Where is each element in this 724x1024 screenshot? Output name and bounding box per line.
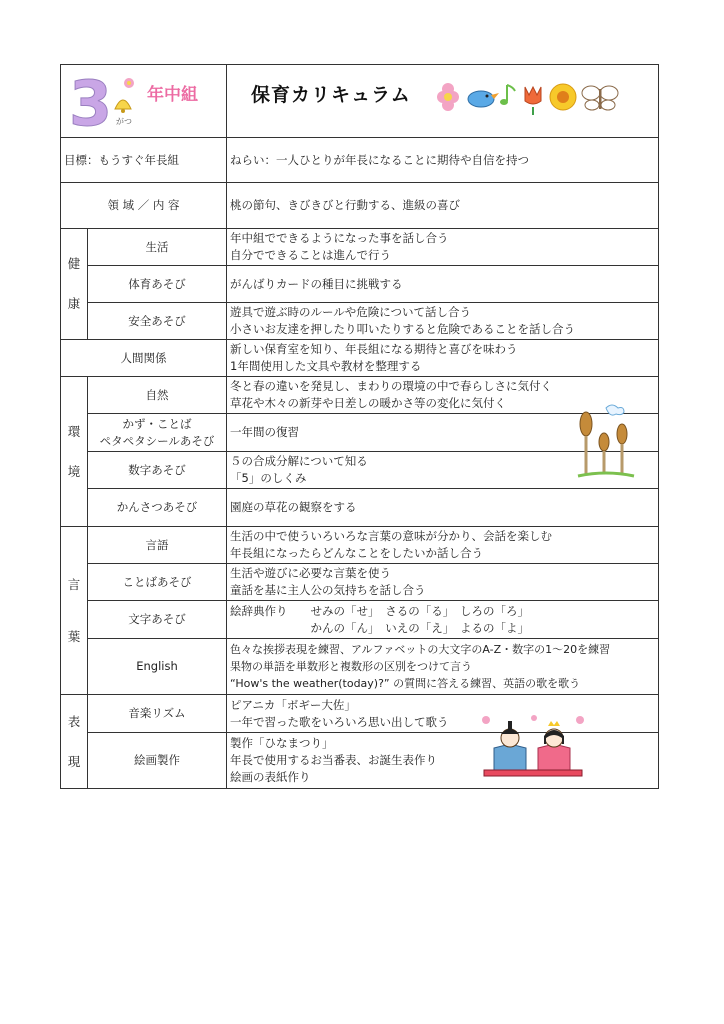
- row-label: 生活: [88, 229, 227, 266]
- flower-icon: [437, 83, 459, 111]
- domain-header-content: 桃の節句、きびきびと行動する、進級の喜び: [227, 183, 659, 229]
- month-suffix: がつ: [116, 117, 132, 126]
- sunflower-icon: [550, 84, 576, 110]
- row-content: 製作「ひなまつり」 年長で使用するお当番表、お誕生表作り 絵画の表紙作り: [227, 733, 659, 789]
- row-label: 音楽リズム: [88, 695, 227, 733]
- goal-label: 目標：もうすぐ年長組: [61, 138, 227, 183]
- table-row: [61, 377, 659, 414]
- row-label: 自然: [88, 377, 227, 414]
- section-environment: 環 境: [61, 377, 88, 527]
- table-row: [61, 601, 659, 639]
- month-badge: [61, 65, 227, 138]
- table-row: [61, 452, 659, 489]
- table-row: [61, 527, 659, 564]
- table-row: [61, 414, 659, 452]
- row-label: English: [88, 639, 227, 695]
- table-row: [61, 340, 659, 377]
- row-label: 体育あそび: [88, 266, 227, 303]
- row-content: 一年間の復習: [227, 414, 659, 452]
- section-language: 言 葉: [61, 527, 88, 695]
- row-content: 年中組でできるようになった事を話し合う 自分でできることは進んで行う: [227, 229, 659, 266]
- tulip-icon: [525, 87, 541, 115]
- row-content: がんばりカードの種目に挑戦する: [227, 266, 659, 303]
- class-name: 年中組: [147, 85, 198, 105]
- curriculum-table: [60, 64, 659, 789]
- hina-dolls-illustration: [478, 712, 588, 778]
- table-row: [61, 229, 659, 266]
- row-label: 言語: [88, 527, 227, 564]
- row-content: 園庭の草花の観察をする: [227, 489, 659, 527]
- goal-aim: ねらい：一人ひとりが年長になることに期待や自信を持つ: [227, 138, 659, 183]
- table-row: [61, 564, 659, 601]
- bell-icon: [115, 100, 131, 109]
- row-content: 遊具で遊ぶ時のルールや危険について話し合う 小さいお友達を押したり叩いたりすると危険であることを話し合う: [227, 303, 659, 340]
- row-label: 数字あそび: [88, 452, 227, 489]
- horsetail-illustration: [576, 402, 636, 482]
- row-content: 色々な挨拶表現を練習、アルファベットの大文字のA-Z・数字の1～20を練習 果物の単語を単数形と複数形の区別をつけて言う “How's the weather(today)?” の質問に答える練習、英語の歌を歌う: [227, 639, 659, 695]
- domain-header-row: [61, 183, 659, 229]
- cloud-icon: [606, 405, 624, 415]
- section-health: 健 康: [61, 229, 88, 340]
- row-content: 絵辞典作り せみの「せ」 さるの「る」 しろの「ろ」 かんの「ん」 いえの「え」 よるの「よ」: [227, 601, 659, 639]
- row-label: かんさつあそび: [88, 489, 227, 527]
- svg-text:3: 3: [69, 69, 113, 133]
- goal-row: [61, 138, 659, 183]
- flower-icon: [482, 715, 584, 724]
- table-row: [61, 489, 659, 527]
- table-row: [61, 266, 659, 303]
- row-label: 絵画製作: [88, 733, 227, 789]
- row-content: 冬と春の違いを発見し、まわりの環境の中で春らしさに気付く 草花や木々の新芽や日差しの暖かさ等の変化に気付く: [227, 377, 659, 414]
- row-content: ５の合成分解について知る 「5」のしくみ: [227, 452, 659, 489]
- row-label: 文字あそび: [88, 601, 227, 639]
- bird-icon: [468, 91, 499, 107]
- music-note-icon: [500, 85, 515, 105]
- month-number-graphic: [67, 69, 147, 133]
- row-content: 生活の中で使ういろいろな言葉の意味が分かり、会話を楽しむ 年長組になったらどんなことをしたいか話し合う: [227, 527, 659, 564]
- header-row: [61, 65, 659, 138]
- table-row: [61, 639, 659, 695]
- row-label: 人間関係: [61, 340, 227, 377]
- decoration-strip: [429, 77, 625, 117]
- domain-header-label: 領 域 ／ 内 容: [61, 183, 227, 229]
- section-expression: 表 現: [61, 695, 88, 789]
- page-title: 保育カリキュラム: [251, 84, 411, 106]
- row-content: ピアニカ「ボギー大佐」 一年で習った歌をいろいろ思い出して歌う: [227, 695, 659, 733]
- row-content: 生活や遊びに必要な言葉を使う 童話を基に主人公の気持ちを話し合う: [227, 564, 659, 601]
- curriculum-sheet: [60, 64, 658, 789]
- odairi-doll: [494, 721, 526, 770]
- butterfly-icon: [582, 86, 618, 110]
- row-label: かず・ことば ペタペタシールあそび: [88, 414, 227, 452]
- row-content: 新しい保育室を知り、年長組になる期待と喜びを味わう 1年間使用した文具や教材を整理する: [227, 340, 659, 377]
- row-label: ことばあそび: [88, 564, 227, 601]
- title-cell: [227, 65, 659, 138]
- ohina-doll: [538, 721, 570, 770]
- row-label: 安全あそび: [88, 303, 227, 340]
- table-row: [61, 303, 659, 340]
